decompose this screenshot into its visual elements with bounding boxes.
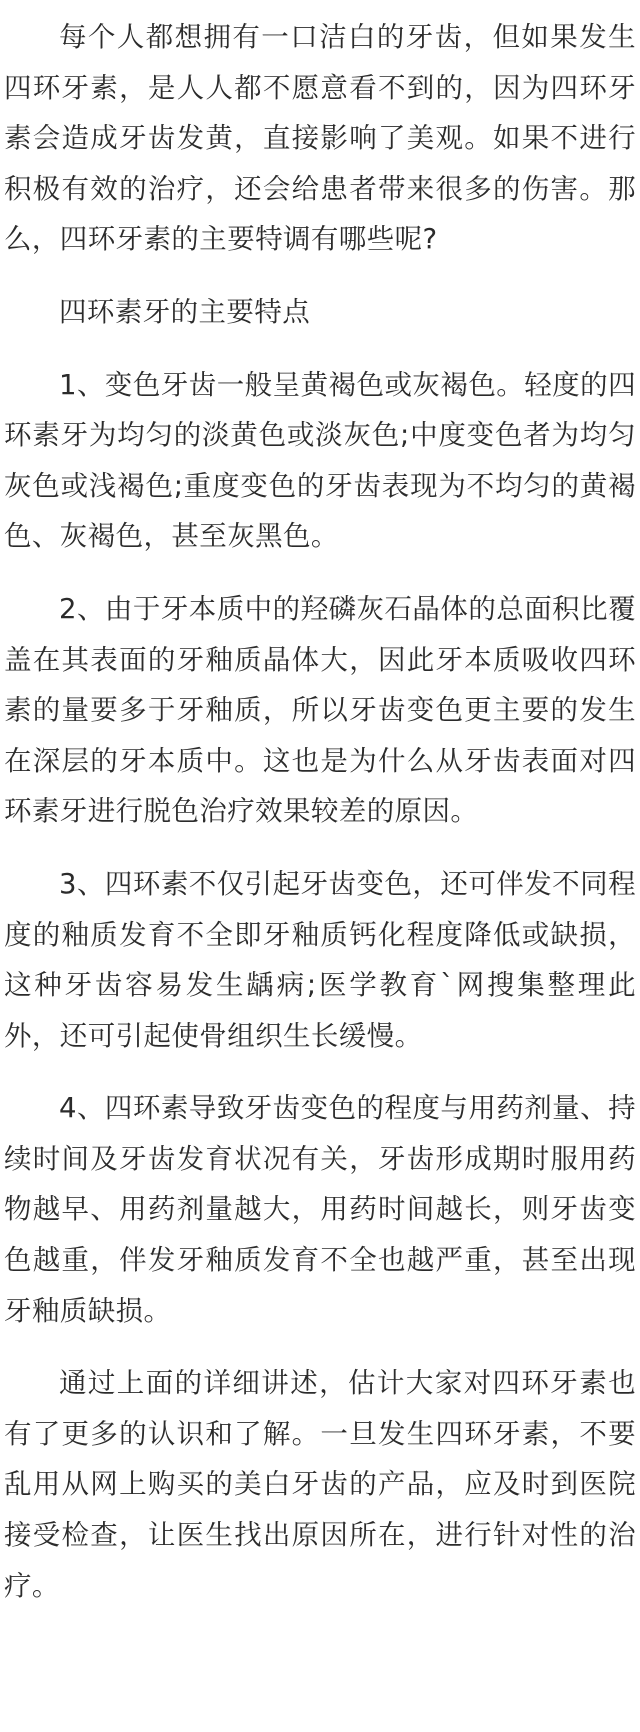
conclusion-paragraph: 通过上面的详细讲述，估计大家对四环牙素也有了更多的认识和了解。一旦发生四环牙素，不要乱用从网上购买的美白牙齿的产品，应及时到医院接受检查，让医生找出原因所在，进行针对性的治疗。 (4, 1367, 636, 1602)
intro-paragraph: 每个人都想拥有一口洁白的牙齿，但如果发生四环牙素，是人人都不愿意看不到的，因为四环牙素会造成牙齿发黄，直接影响了美观。如果不进行积极有效的治疗，还会给患者带来很多的伤害。那么，四环牙素的主要特调有哪些呢? (4, 21, 636, 256)
section-heading: 四环素牙的主要特点 (59, 295, 311, 328)
article-body (0, 12, 640, 1633)
point-3-paragraph: 3、四环素不仅引起牙齿变色，还可伴发不同程度的釉质发育不全即牙釉质钙化程度降低或缺损，这种牙齿容易发生龋病;医学教育`网搜集整理此外，还可引起使骨组织生长缓慢。 (4, 867, 636, 1052)
point-2-paragraph: 2、由于牙本质中的羟磷灰石晶体的总面积比覆盖在其表面的牙釉质晶体大，因此牙本质吸收四环素的量要多于牙釉质，所以牙齿变色更主要的发生在深层的牙本质中。这也是为什么从牙齿表面对四环素牙进行脱色治疗效果较差的原因。 (4, 592, 636, 828)
point-4-paragraph: 4、四环素导致牙齿变色的程度与用药剂量、持续时间及牙齿发育状况有关，牙齿形成期时服用药物越早、用药剂量越大，用药时间越长，则牙齿变色越重，伴发牙釉质发育不全也越严重，甚至出现牙釉质缺损。 (4, 1092, 636, 1327)
point-1-paragraph: 1、变色牙齿一般呈黄褐色或灰褐色。轻度的四环素牙为均匀的淡黄色或淡灰色;中度变色者为均匀灰色或浅褐色;重度变色的牙齿表现为不均匀的黄褐色、灰褐色，甚至灰黑色。 (4, 368, 636, 553)
